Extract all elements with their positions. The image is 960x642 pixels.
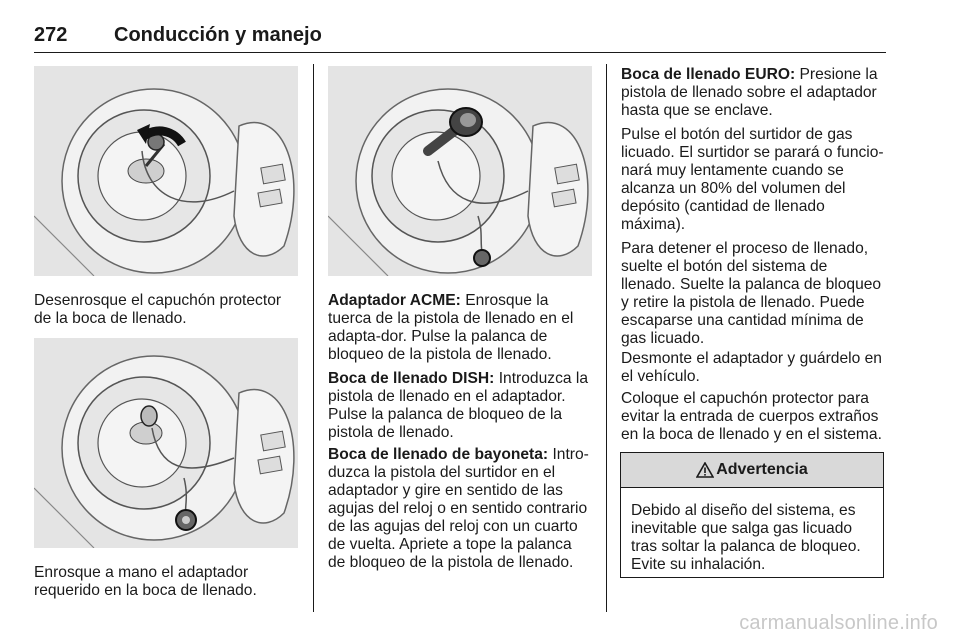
page-number: 272	[34, 24, 68, 46]
paragraph-lpg-button: Pulse el botón del surtidor de gas licuado. El surtidor se parará o funcio-nará muy lentamente cuando se alcanza un 80% del volumen del depósito (cantidad de llenado máxima).	[621, 126, 884, 233]
warning-box	[620, 452, 884, 578]
paragraph-acme-adapter	[328, 292, 592, 364]
text-acme-adapter: Enrosque la tuerca de la pistola de llenado en el adapta-dor. Pulse la palanca de bloqueo de la pistola de llenado.	[328, 292, 574, 363]
figure-acme-adapter	[328, 66, 592, 276]
paragraph-protective-cap: Coloque el capuchón protector para evitar la entrada de cuerpos extraños en la boca de llenado y en el sistema.	[621, 390, 882, 443]
text-euro-filler: Presione la pistola de llenado sobre el adaptador hasta que se enclave.	[621, 66, 878, 119]
warning-triangle-icon	[696, 462, 714, 478]
text-dish-filler: Introduzca la pistola de llenado en el adaptador. Pulse la palanca de bloqueo de la pistola de llenado.	[328, 370, 589, 441]
fuel-filler-illustration-1	[34, 66, 298, 276]
label-dish-filler: Boca de llenado DISH:	[328, 370, 495, 387]
column-divider-left	[313, 64, 314, 612]
warning-title: Advertencia	[716, 461, 808, 478]
figure-remove-cap	[34, 66, 298, 276]
warning-header	[621, 453, 883, 488]
page-title: Conducción y manejo	[114, 24, 322, 46]
caption-screw-adapter: Enrosque a mano el adaptador requerido en la boca de llenado.	[34, 564, 257, 599]
watermark: carmanualsonline.info	[739, 612, 938, 634]
paragraph-dish-filler	[328, 370, 592, 442]
label-bayonet-filler: Boca de llenado de bayoneta:	[328, 446, 549, 463]
label-euro-filler: Boca de llenado EURO:	[621, 66, 796, 83]
page-header	[34, 22, 886, 53]
caption-remove-cap: Desenrosque el capuchón protector de la boca de llenado.	[34, 292, 282, 327]
paragraph-store-adapter: Desmonte el adaptador y guárdelo en el vehículo.	[621, 350, 882, 385]
figure-screw-adapter	[34, 338, 298, 548]
paragraph-stop-filling: Para detener el proceso de llenado, suelte el botón del sistema de llenado. Suelte la palanca de bloqueo y retire la pistola de llenado. Puede escaparse una cantidad mínima de gas licuado.	[621, 240, 882, 347]
paragraph-euro-filler	[621, 66, 885, 120]
warning-text: Debido al diseño del sistema, es inevitable que salga gas licuado tras soltar la palanca de bloqueo. Evite su inhalación.	[631, 502, 861, 573]
text-bayonet-filler: Intro-duzca la pistola del surtidor en el adaptador y gire en sentido de las agujas del reloj o en sentido contrario de las agujas del reloj con un cuarto de vuelta. Apriete a tope la palanca de bloqueo de la pistola de llenado.	[328, 446, 589, 571]
label-acme-adapter: Adaptador ACME:	[328, 292, 461, 309]
column-divider-right	[606, 64, 607, 612]
fuel-filler-illustration-2	[34, 338, 298, 548]
paragraph-bayonet-filler	[328, 446, 592, 572]
fuel-filler-illustration-3	[328, 66, 592, 276]
